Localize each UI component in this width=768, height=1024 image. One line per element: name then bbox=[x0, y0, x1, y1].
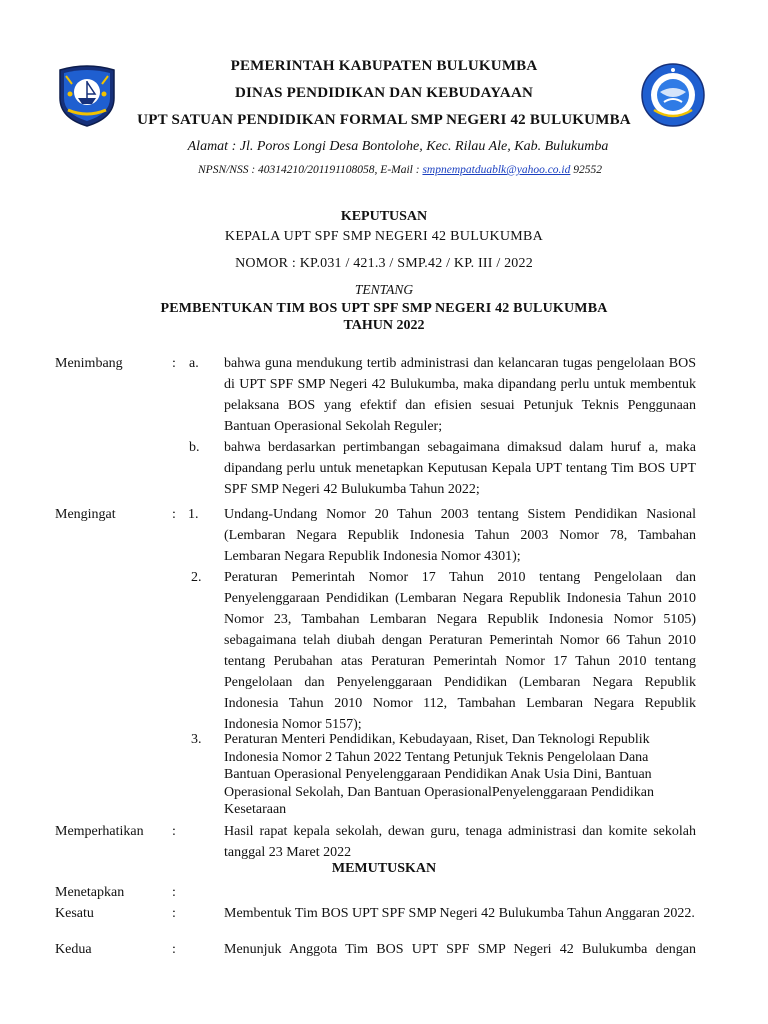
item-marker: 2. bbox=[191, 570, 202, 585]
title-issuer: KEPALA UPT SPF SMP NEGERI 42 BULUKUMBA bbox=[224, 229, 544, 244]
section-label-kedua: Kedua bbox=[55, 942, 92, 957]
mengingat-item-1: Undang-Undang Nomor 20 Tahun 2003 tentang Sistem Pendidikan Nasional (Lembaran Negara Republik Indonesia Tahun 2003 Nomor 78, Tambahan Lembaran Negara Republik Indonesia Nomor 4301); bbox=[224, 507, 696, 564]
mengingat-item-3: Peraturan Menteri Pendidikan, Kebudayaan, Riset, Dan Teknologi Republik Indonesia Nomor 2 Tahun 2022 Tentang Petunjuk Teknis Pengelolaan Dana Bantuan Operasional Penyelenggaraan Pendidikan Anak Usia Dini, Bantuan Operasional Sekolah, Dan Bantuan OperasionalPenyelenggaraan Pendidikan Kesetaraan bbox=[224, 732, 654, 817]
section-colon: : bbox=[172, 942, 176, 957]
letterhead-address: Alamat : Jl. Poros Longi Desa Bontolohe, Kec. Rilau Ale, Kab. Bulukumba bbox=[187, 139, 609, 154]
memutuskan-heading: MEMUTUSKAN bbox=[331, 861, 437, 876]
menimbang-item-a: bahwa guna mendukung tertib administrasi dan kelancaran tugas pengelolaan BOS di UPT SPF SMP Negeri 42 Bulukumba, maka dipandang perlu untuk membentuk pelaksana BOS yang efektif dan efisien sesuai Petunjuk Teknis Penggunaan Bantuan Operasional Sekolah Reguler; bbox=[224, 356, 696, 434]
section-label-menimbang: Menimbang bbox=[55, 356, 123, 371]
section-label-mengingat: Mengingat bbox=[55, 507, 116, 522]
menimbang-item-b: bahwa berdasarkan pertimbangan sebagaimana dimaksud dalam huruf a, maka dipandang perlu untuk menetapkan Keputusan Kepala UPT tentang Tim BOS UPT SPF SMP Negeri 42 Bulukumba Tahun 2022; bbox=[224, 440, 696, 497]
section-label-kesatu: Kesatu bbox=[55, 906, 94, 921]
letterhead-line-1: PEMERINTAH KABUPATEN BULUKUMBA bbox=[230, 58, 538, 74]
title-number: NOMOR : KP.031 / 421.3 / SMP.42 / KP. III / 2022 bbox=[235, 256, 533, 271]
section-label-memperhatikan: Memperhatikan bbox=[55, 824, 144, 839]
section-colon: : bbox=[172, 824, 176, 839]
item-marker: 3. bbox=[191, 732, 202, 747]
kesatu-text: Membentuk Tim BOS UPT SPF SMP Negeri 42 Bulukumba Tahun Anggaran 2022. bbox=[224, 906, 695, 921]
mengingat-item-2: Peraturan Pemerintah Nomor 17 Tahun 2010 tentang Pengelolaan dan Penyelenggaraan Pendidikan (Lembaran Negara Republik Indonesia Tahun 2010 Nomor 23, Tambahan Lembaran Negara Republik Indonesia Nomor 5105) sebagaimana telah diubah dengan Peraturan Pemerintah Nomor 66 Tahun 2010 tentang Perubahan atas Peraturan Pemerintah Nomor 17 Tahun 2010 tentang Pengelolaan dan Penyelenggaraan Pendidikan (Lembaran Negara Republik Indonesia Tahun 2010 Nomor 112, Tambahan Lembaran Negara Republik Indonesia Nomor 5157); bbox=[224, 570, 696, 732]
kedua-text: Menunjuk Anggota Tim BOS UPT SPF SMP Negeri 42 Bulukumba dengan bbox=[224, 942, 696, 957]
section-colon: : bbox=[172, 885, 176, 900]
section-colon: : bbox=[172, 356, 176, 371]
letterhead-line-3: UPT SATUAN PENDIDIKAN FORMAL SMP NEGERI 42 BULUKUMBA bbox=[137, 112, 631, 128]
item-marker: 1. bbox=[188, 507, 199, 522]
title-subject: PEMBENTUKAN TIM BOS UPT SPF SMP NEGERI 42 BULUKUMBA bbox=[160, 301, 608, 316]
item-marker: a. bbox=[189, 356, 199, 371]
title-year: TAHUN 2022 bbox=[343, 318, 425, 333]
item-marker: b. bbox=[189, 440, 200, 455]
section-colon: : bbox=[172, 906, 176, 921]
section-colon: : bbox=[172, 507, 176, 522]
section-label-menetapkan: Menetapkan bbox=[55, 885, 125, 900]
title-tentang: TENTANG bbox=[354, 282, 414, 297]
title-keputusan: KEPUTUSAN bbox=[340, 209, 428, 224]
npsn-text: NPSN/NSS : 40314210/201191108058, E-Mail : bbox=[198, 164, 423, 176]
email-link[interactable]: smpnempatduablk@yahoo.co.id bbox=[422, 164, 571, 176]
postal-code: 92552 bbox=[570, 164, 602, 176]
memperhatikan-text: Hasil rapat kepala sekolah, dewan guru, tenaga administrasi dan komite sekolah tanggal 23 Maret 2022 bbox=[224, 824, 696, 860]
letterhead-contact bbox=[16, 164, 768, 176]
letterhead-line-2: DINAS PENDIDIKAN DAN KEBUDAYAAN bbox=[234, 85, 534, 101]
